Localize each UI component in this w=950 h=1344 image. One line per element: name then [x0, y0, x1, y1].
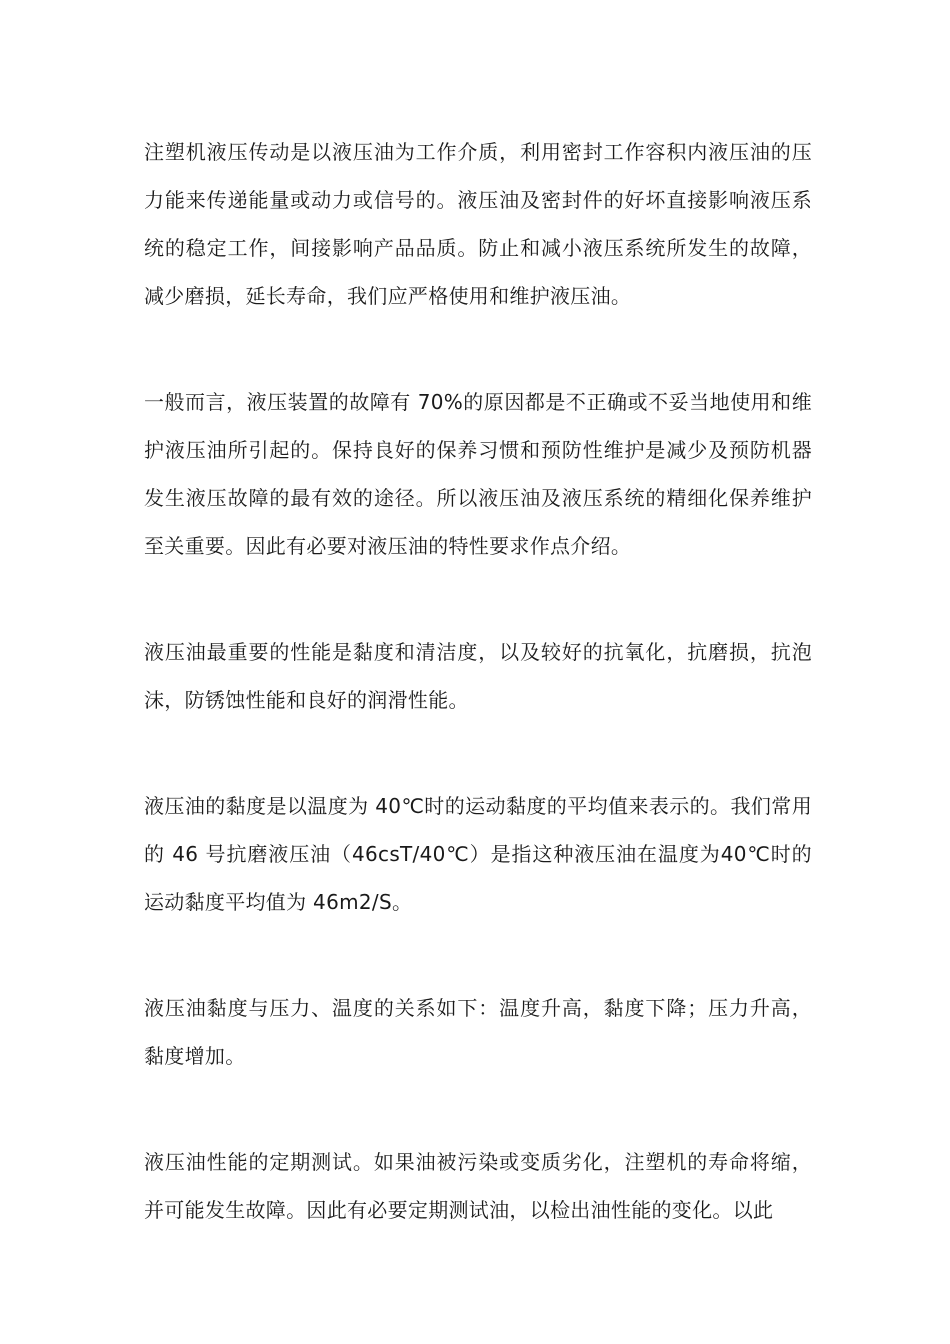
- paragraph-gap: [144, 570, 812, 628]
- paragraph-viscosity-definition: 液压油的黏度是以温度为 40℃时的运动黏度的平均值来表示的。我们常用的 46 号抗磨液压油（46csT/40℃）是指这种液压油在温度为40℃时的运动黏度平均值为 46m2/S。: [144, 794, 812, 914]
- paragraph-periodic-testing: 液压油性能的定期测试。如果油被污染或变质劣化，注塑机的寿命将缩，并可能发生故障。因此有必要定期测试油，以检出油性能的变化。以此: [144, 1150, 812, 1222]
- paragraph-fault-causes: 一般而言，液压装置的故障有 70%的原因都是不正确或不妥当地使用和维护液压油所引起的。保持良好的保养习惯和预防性维护是减少及预防机器发生液压故障的最有效的途径。所以液压油及液压系统的精细化保养维护至关重要。因此有必要对液压油的特性要求作点介绍。: [144, 390, 812, 558]
- paragraph-gap: [144, 724, 812, 782]
- document-body: [144, 128, 812, 1234]
- paragraph-hydraulic-transmission: 注塑机液压传动是以液压油为工作介质，利用密封工作容积内液压油的压力能来传递能量或动力或信号的。液压油及密封件的好坏直接影响液压系统的稳定工作，间接影响产品品质。防止和减小液压系统所发生的故障，减少磨损，延长寿命，我们应严格使用和维护液压油。: [144, 140, 812, 308]
- paragraph-viscosity-relation: 液压油黏度与压力、温度的关系如下：温度升高，黏度下降；压力升高，黏度增加。: [144, 996, 812, 1068]
- paragraph-oil-properties: 液压油最重要的性能是黏度和清洁度，以及较好的抗氧化，抗磨损，抗泡沫，防锈蚀性能和良好的润滑性能。: [144, 640, 812, 712]
- paragraph-gap: [144, 1080, 812, 1138]
- paragraph-gap: [144, 926, 812, 984]
- paragraph-gap: [144, 320, 812, 378]
